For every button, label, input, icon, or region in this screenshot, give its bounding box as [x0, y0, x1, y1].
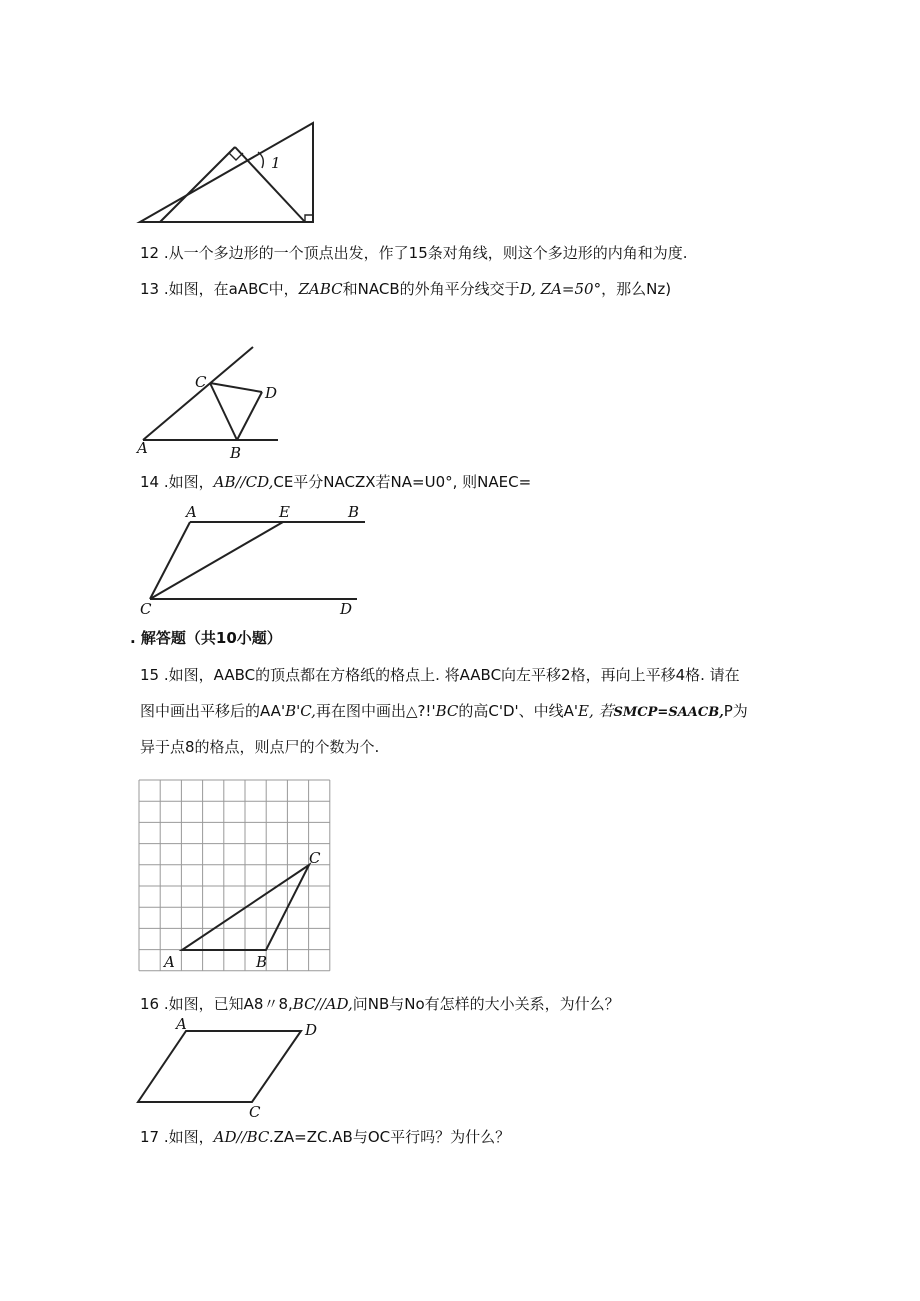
fig16-label-d: D: [305, 1021, 318, 1039]
question-15-math-2g: SMCP=SAACB,: [613, 705, 724, 720]
question-16-number: 16: [140, 995, 160, 1013]
question-16: [140, 994, 620, 1014]
question-13-math-1: ZABC: [298, 280, 343, 298]
question-17-text-1: .如图，: [163, 1128, 214, 1146]
fig15-label-b: B: [256, 953, 268, 971]
question-13-text-3: ，那么Nz): [601, 280, 672, 298]
question-17: [140, 1127, 510, 1147]
fig14-label-a: A: [186, 503, 197, 521]
question-13-text-1: .如图，在aABC中，: [163, 280, 299, 298]
question-16-text-2: 问NB与No有怎样的大小关系，为什么？: [352, 995, 620, 1013]
figure-16: [0, 1015, 920, 1120]
fig13-label-d: D: [265, 384, 278, 402]
question-15-math-2b: B'C,: [285, 702, 316, 720]
question-12-number: 12: [140, 244, 160, 262]
question-13-number: 13: [140, 280, 160, 298]
question-17-math-1: AD//BC.: [213, 1128, 274, 1146]
question-13-math-2: D, ZA=50°: [519, 280, 602, 298]
question-15-math-2f: E, 若: [578, 702, 614, 720]
question-14-number: 14: [140, 473, 160, 491]
section-title: . 解答题（共10小题）: [130, 629, 282, 647]
fig16-label-c: C: [249, 1103, 261, 1121]
question-14-text-1: .如图，: [163, 473, 214, 491]
grid-lines: [139, 780, 330, 971]
fig14-label-e: E: [279, 503, 290, 521]
question-15-text-1: .如图，AABC的顶点都在方格纸的格点上. 将AABC向左平移2格，再向上平移4格. 请在: [163, 666, 740, 684]
fig15-label-c: C: [309, 849, 321, 867]
angle-1-label: 1: [271, 154, 281, 172]
question-15-text-2c: 再在图中画出△?!': [315, 702, 436, 720]
question-16-math-1: BC//AD,: [292, 995, 353, 1013]
question-15-math-2d: BC: [435, 702, 459, 720]
fig14-label-d: D: [340, 600, 353, 618]
fig14-label-c: C: [140, 600, 152, 618]
question-15-text-3: 异于点8的格点，则点尸的个数为个.: [140, 738, 380, 756]
question-15-text-2a: 图中画出平移后的AA': [140, 702, 286, 720]
fig16-label-a: A: [176, 1015, 187, 1033]
question-16-text-1: .如图，已知A8〃8,: [163, 995, 293, 1013]
question-17-number: 17: [140, 1128, 160, 1146]
fig14-label-b: B: [348, 503, 360, 521]
parallelogram-abcd: [138, 1031, 301, 1102]
fig13-label-c: C: [195, 373, 207, 391]
fig13-label-a: A: [137, 439, 148, 457]
question-15-text-2h: P为: [723, 702, 748, 720]
question-15-text-2e: 的高C'D'、中线A': [458, 702, 579, 720]
question-17-text-2: ZA=ZC.AB与OC平行吗？为什么？: [273, 1128, 511, 1146]
question-15-number: 15: [140, 666, 160, 684]
question-14-text-2: CE平分NACZX若NA=U0°, 则NAEC=: [273, 473, 532, 491]
question-13-text-2: 和NACB的外角平分线交于: [342, 280, 520, 298]
question-14-math-1: AB//CD,: [213, 473, 274, 491]
question-12-text: .从一个多边形的一个顶点出发，作了15条对角线，则这个多边形的内角和为度.: [163, 244, 688, 262]
fig13-label-b: B: [230, 444, 242, 462]
fig15-label-a: A: [164, 953, 175, 971]
